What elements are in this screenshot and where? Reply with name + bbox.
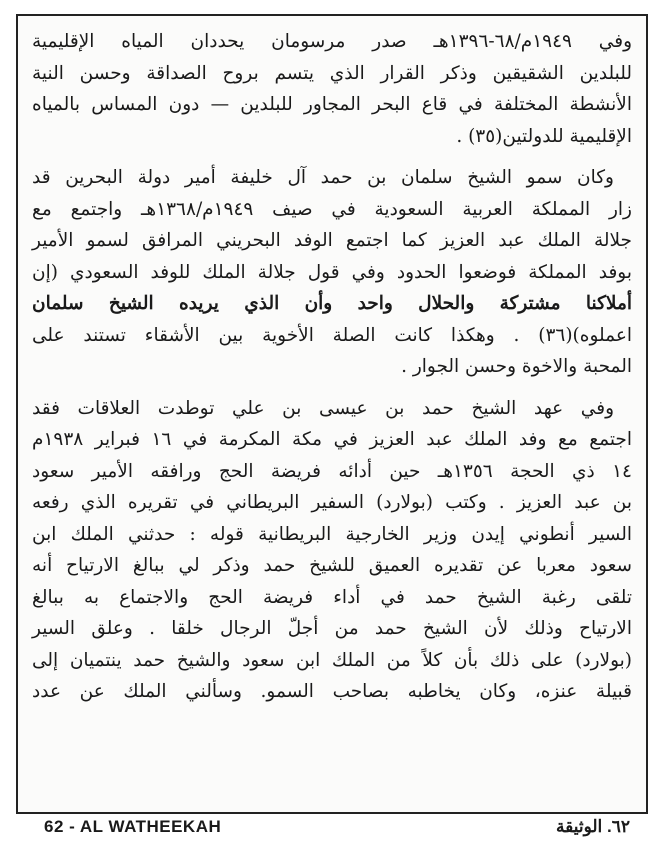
text-line: بوفد المملكة فوضعوا الحدود وفي قول جلالة الملك للوفد السعودي (إن [32,261,632,283]
text-line: وفي عهد الشيخ حمد بن عيسى بن علي توطدت العلاقات فقد [32,397,614,419]
text-line: ١٤ ذي الحجة ١٣٥٦هـ حين أدائه فريضة الحج ورافقه الأمير سعود [32,460,632,482]
text-line: سعود معربا عن تقديره العميق للشيخ حمد وذكر لي ببالغ الارتياح أنه [32,555,632,576]
text-line: اعملوه)(٣٦) . وهكذا كانت الصلة الأخوية بين الأشقاء تستند على [32,324,632,346]
text-line: جلالة الملك عبد العزيز كما اجتمع الوفد البحريني المرافق لسمو الأمير [32,230,632,251]
text-line: للبلدين الشقيقين وذكر القرار الذي يتسم بروح الصداقة وحسن النية [32,62,632,84]
page-footer [16,815,648,845]
quoted-text-line: أملاكنا مشتركة والحلال واحد وأن الذي يريده الشيخ سلمان [32,293,632,314]
text-line: المحبة والاخوة وحسن الجوار . [401,356,632,377]
paragraph-2 [32,162,632,383]
text-line: قبيلة عنزه، وكان يخاطبه بصاحب السمو. وسألني الملك عن عدد [32,681,632,702]
article-body [32,26,632,718]
text-line: الأنشطة المختلفة في قاع البحر المجاور للبلدين — دون المساس بالمياه [32,94,632,115]
paragraph-3 [32,393,632,708]
text-line: (بولارد) على ذلك بأن كلاً من الملك ابن سعود والشيخ حمد ينتميان إلى [32,649,632,671]
paragraph-1 [32,26,632,152]
text-line: السير أنطوني إيدن وزير الخارجية البريطانية قوله : حدثني الملك ابن [32,523,632,545]
page-frame [16,14,648,814]
text-line: زار المملكة العربية السعودية في صيف ١٩٤٩م/١٣٦٨هـ واجتمع مع [32,198,632,220]
text-line: تلقى رغبة الشيخ حمد في أداء فريضة الحج والاجتماع به ببالغ [32,586,632,608]
text-line: الارتياح وذلك لأن الشيخ حمد من أجلّ الرجال خلقا . وعلق السير [32,618,632,639]
text-line: وكان سمو الشيخ سلمان بن حمد آل خليفة أمير دولة البحرين قد [32,167,614,188]
text-line: بن عبد العزيز . وكتب (بولارد) السفير البريطاني في تقريره الذي رفعه [32,492,632,513]
text-line: اجتمع مع وفد الملك عبد العزيز في مكة المكرمة في ١٦ فبراير ١٩٣٨م [32,429,632,450]
text-line: وفي ١٩٤٩م/٦٨-١٣٩٦هـ صدر مرسومان يحددان المياه الإقليمية [32,31,633,52]
footer-page-label-arabic: ٦٢. الوثيقة [556,817,630,836]
footer-page-label-latin: 62 - AL WATHEEKAH [44,817,222,836]
text-line: الإقليمية للدولتين(٣٥) . [456,125,632,147]
